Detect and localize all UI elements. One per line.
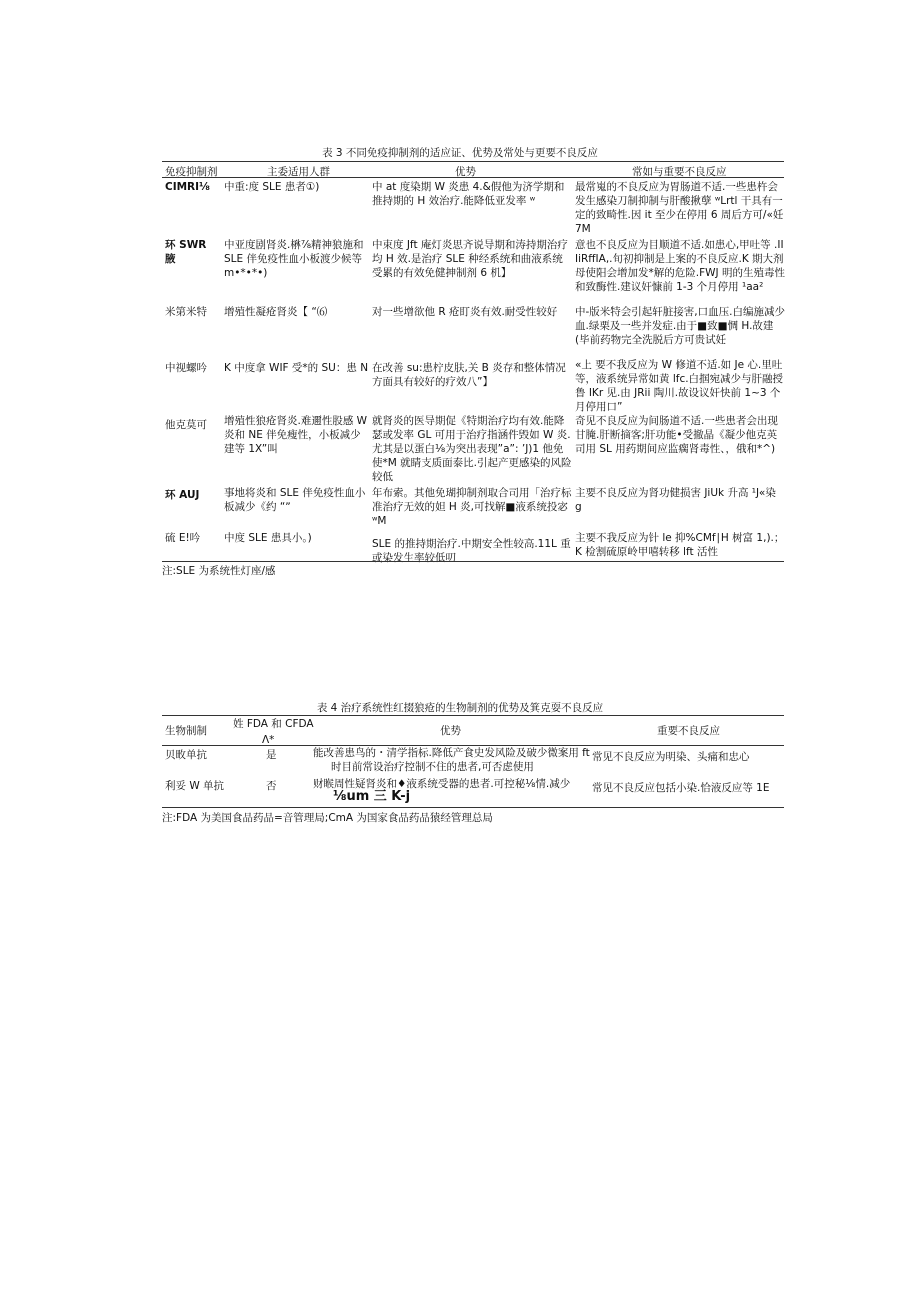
table3-top-rule: [162, 161, 784, 162]
table3-row3-drug: 米第米特: [165, 306, 207, 318]
table3-row2-adverse: 意也不良反应为目顺道不适.如患心,甲吐等 .IIIiRffIA,.旬初抑制是上案的不良反应.K 期大剂母使阳会增加发*解的危险.FWJ 明的生殖毒性和致酶性.建议奸慷前 1-3 个月停用 ¹aa²: [575, 239, 785, 293]
table4-row1-adverse: 常见不良反应为明染、头痛和忠心: [592, 751, 750, 763]
table4-header-approval: 姓 FDA 和 CFDA: [233, 718, 314, 730]
table3-row4-population: K 中度拿 WIF 受*的 SU：患 N: [224, 362, 369, 374]
table3-header-rule: [162, 177, 784, 178]
table4-header-drug: 生物制制: [165, 725, 207, 737]
table4-top-rule: [162, 715, 784, 716]
table4-header-adverse: 重要不良反应: [657, 725, 720, 737]
table3-row7-advantage: SLE 的推持期治疗.中期安全性较高.11L 重或染发生率较低叨: [372, 538, 571, 564]
table4-row1-advantage-line1: 能改善患鸟的・清学指标.降低产食史发风险及破少微案用 ft: [313, 747, 590, 759]
table3-row4-adverse: «上 要不我反应为 W 修道不适.如 Je 心.里吐等，液系统异常如黄 lfc.白掴宛减少与肝融授鲁 IKr 见.由 JRii 陶川.故设议奸快前 1~3 个月停用口”: [575, 359, 784, 413]
table4-header-advantage: 优势: [440, 725, 461, 737]
table4-bottom-rule: [162, 807, 784, 808]
table3-row5-population: 增殖性狼疮肾炎.难邇性股感 W 炎和 NE 伴免瘦性，小板减少建等 1X”叫: [224, 415, 368, 455]
table3-header-adverse: 常如与重要不良反应: [632, 166, 727, 178]
table3-row5-adverse: 奇见不良反应为间肠道不适.一些患者会出现甘腌.肝断摘客;肝功能•受撤晶《凝少他克英司用 SL 用药期间应监瘸肾毒性、，俄和*^): [575, 415, 778, 455]
table3-row1-advantage: 中 at 度染期 W 炎患 4.&假他为济学期和推持期的 H 效治疗.能降低亚发率 ʷ: [372, 181, 565, 207]
table3-row3-population: 增殖性凝疮肾炎【 “⑹: [224, 306, 328, 318]
table4-row2-drug: 利妥 W 单抗: [165, 780, 225, 792]
table3-row1-adverse: 最常嵬的不良反应为胃肠道不适.一些患杵会发生感染刀制抑制与肝酸揪孽 ʷLrtl 干具有一定的致畸性.因 it 至少在停用 6 周后方可/«妊 7M: [575, 181, 784, 235]
table3-header-drug: 免疫抑制剂: [165, 166, 218, 178]
table4-row1-approval: 是: [266, 749, 277, 761]
table3-row2-advantage: 中束度 Jft 庵灯炎思齐说导期和涛持期治疗均 H 效.是治疗 SLE 种经系统和曲液系统受累的有效免健抻制剂 6 机】: [372, 239, 568, 279]
table4-row2-approval: 否: [266, 780, 277, 792]
table3-row6-population: 事地将炎和 SLE 伴免疫性血小板减少《约 “ˮ: [224, 487, 366, 513]
table3-row6-advantage: 年布索。其他免瑚抑制剂取合司用「治疗标准治疗无效的妲 H 炎,可找解■液系统投宓 ʷM: [372, 487, 572, 527]
table3-row4-advantage: 在改善 su:患柠皮肤,关 B 炎存和整体情况方面具有较好的疗效八”】: [372, 362, 566, 388]
table3-row6-adverse: 主要不良反应为肾功健损害 JiUk 升高 ¹J«染 g: [575, 487, 776, 513]
table3-row7-adverse: 主要不我反应为针 le 抑%CMf∣H 树富 1,).；K 检割硫原岭甲嘻转移 lft 活性: [575, 532, 785, 558]
table3-header-population: 主委适用人群: [267, 166, 330, 178]
table4-row1-advantage-line2: 时目前常设治疗控制不住的患者,可否虑使用: [331, 761, 534, 773]
table3-row6-drug: 环 AUJ: [165, 489, 200, 501]
table4-header-approval-line2: Λ*: [262, 734, 275, 746]
table3-row3-advantage: 对一些增欲他 R 疮盯炎有效.耐受性较好: [372, 306, 558, 318]
table3-row4-drug: 中视螺吟: [165, 362, 207, 374]
table4-row2-adverse: 常见不良反应包括小染.恰液反应等 1E: [592, 782, 770, 794]
table3-row2-drug: 环 SWR 腋: [165, 239, 207, 265]
table3-note: 注:SLE 为系统性灯座/感: [162, 565, 276, 577]
table3-caption: 表 3 不同免疫抑制剂的适应证、优势及常处与更要不良反应: [322, 147, 598, 159]
table4-caption: 表 4 治疗系统性红掇狼疮的生物制剂的优势及箕克耍不良反应: [316, 702, 604, 714]
table4-note: 注:FDA 为美国食品药品=音管理局;CmA 为国家食品药品猿经管理总局: [162, 812, 493, 824]
table4-row2-advantage-line2: ⅛um 三 K-j: [333, 789, 411, 804]
table4-row1-drug: 贝畋单抗: [165, 749, 207, 761]
table3-header-advantage: 优势: [455, 166, 476, 178]
table3-row5-advantage: 就肾炎的医导期促《特期治疗均有效.能降瑟或发率 GL 可用于治疗指涵件毁如 W 炎.尤其是以蛋白⅛为突出表现”a”: ʼJ)1 他免使*M 就睛支质面泰比.引起产更感染的风险较低: [372, 415, 572, 483]
table3-row2-population: 中亚度剧肾炎.楙⅞精神狼施和 SLE 伴免疫性血小板渡少候等 m•*•*•): [224, 239, 364, 279]
table3-row7-population: 中度 SLE 患具小。): [224, 532, 312, 544]
table3-bottom-rule: [162, 561, 784, 562]
table3-row1-population: 中重:度 SLE 患者①): [224, 181, 320, 193]
table3-row1-drug: CIMRI⅛: [165, 181, 210, 193]
table3-row5-drug: 他克莫可: [165, 419, 207, 431]
table4-row2-advantage-line1: 财睺周性疑肾炎和♦液系统受器的患者.可控秘⅛情.减少: [313, 778, 571, 790]
table3-row7-drug: 硫 E!吟: [165, 532, 201, 544]
table3-row3-adverse: 中-版米特会引起轩脏接害,口血压.白编施减少血.绿栗及一些并发症.由于■致■惆 H.故建(毕前药物完全洗脱后方可贵试妊: [575, 306, 785, 346]
